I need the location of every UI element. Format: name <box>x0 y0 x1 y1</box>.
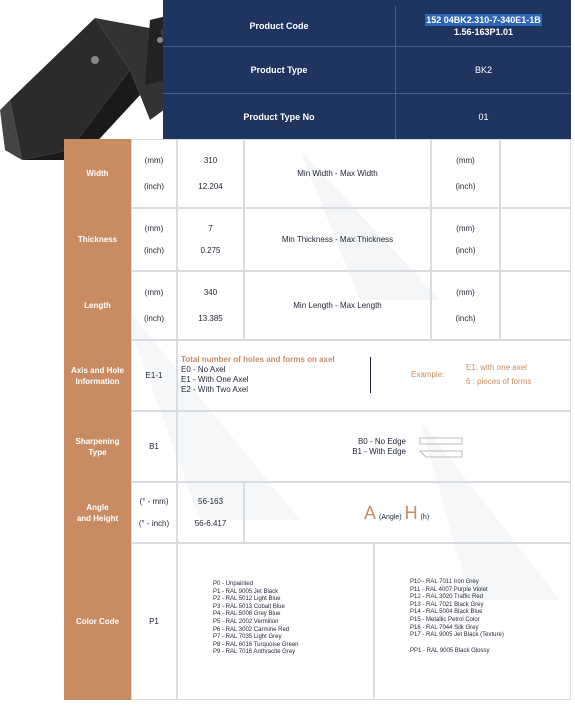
width-range-unit-inch: (inch) <box>455 181 476 191</box>
angle-height-legend <box>364 503 429 524</box>
product-type-label: Product Type <box>250 65 308 75</box>
axis-options-title: Total number of holes and forms on axel <box>181 355 335 364</box>
length-value-mm: 340 <box>203 288 218 298</box>
angle-unit-inch: (° - inch) <box>138 518 170 528</box>
length-range-unit-mm: (mm) <box>456 288 475 298</box>
width-range-unit-mm: (mm) <box>456 156 475 166</box>
width-range-units <box>431 139 500 208</box>
color-code: P1 <box>131 543 177 700</box>
color-code-label: Color Code <box>64 543 131 700</box>
color-list-right <box>410 579 570 655</box>
color-option: P11 - RAL 4007 Purple Violet <box>410 586 488 593</box>
angle-letter-a: A <box>364 503 377 523</box>
width-label: Width <box>64 139 131 208</box>
height-text: (h) <box>420 514 430 521</box>
axis-example-label: Example: <box>411 370 445 379</box>
sharpening-label <box>64 411 131 482</box>
width-unit-inch: (inch) <box>143 181 164 191</box>
length-values <box>177 271 244 340</box>
width-value-mm: 310 <box>203 156 218 166</box>
color-option: P7 - RAL 7035 Light Grey <box>213 634 282 641</box>
width-range-values <box>500 139 571 208</box>
color-option: P0 - Unpainted <box>213 581 254 587</box>
width-units <box>131 139 177 208</box>
color-option: P8 - RAL 6016 Turquoise Green <box>213 641 299 648</box>
width-range: Min Width - Max Width <box>244 139 431 208</box>
edge-diagrams-icon <box>418 436 464 460</box>
length-unit-inch: (inch) <box>143 313 164 323</box>
axis-label-line2: Information <box>75 376 120 386</box>
color-option: PP1 - RAL 9005 Black Glossy <box>410 647 490 654</box>
sharpening-label-line1: Sharpening <box>75 436 120 446</box>
sharpening-option-b1: B1 - With Edge <box>352 447 406 456</box>
thickness-unit-inch: (inch) <box>143 246 164 256</box>
axis-code: E1-1 <box>131 340 177 411</box>
color-option: P16 - RAL 7044 Silk Grey <box>410 624 479 631</box>
product-type-value: BK2 <box>474 65 492 75</box>
thickness-unit-mm: (mm) <box>144 223 164 233</box>
thickness-range-units <box>431 208 500 271</box>
color-option: P10 - RAL 7011 Iron Grey <box>410 579 479 585</box>
thickness-units <box>131 208 177 271</box>
width-value-inch: 12.204 <box>198 181 223 191</box>
height-letter-h: H <box>404 503 418 523</box>
width-values <box>177 139 244 208</box>
product-code-value <box>396 6 571 46</box>
axis-options <box>181 355 371 395</box>
color-option: P1 - RAL 9005 Jet Black <box>213 588 279 595</box>
axis-example-line1: E1: with one axel <box>466 363 527 372</box>
color-option: P15 - Metallic Petrol Color <box>410 616 480 623</box>
angle-value-mm: 56-163 <box>198 497 223 507</box>
length-units <box>131 271 177 340</box>
angle-units <box>131 482 177 543</box>
length-range-values <box>500 271 571 340</box>
product-code-line1: 152 04BK2.310-7-340E1-1B <box>426 15 541 25</box>
color-option: P4 - RAL 5008 Grey Blue <box>213 611 281 618</box>
sharpening-options <box>330 437 406 457</box>
thickness-range-values <box>500 208 571 271</box>
product-code-label: Product Code <box>249 21 309 31</box>
angle-values <box>177 482 244 543</box>
axis-label-line1: Axis and Hole <box>71 365 124 375</box>
sharpening-option-b0: B0 - No Edge <box>357 437 406 446</box>
thickness-range-unit-mm: (mm) <box>456 223 475 233</box>
color-option: P13 - RAL 7021 Black Grey <box>410 601 484 608</box>
color-list-left <box>213 581 373 657</box>
length-label: Length <box>64 271 131 340</box>
color-option: P9 - RAL 7016 Anthracite Grey <box>213 649 296 656</box>
product-type-no-value: 01 <box>478 111 489 122</box>
length-range-unit-inch: (inch) <box>455 313 476 323</box>
axis-option-e2: E2 - With Two Axel <box>181 385 248 394</box>
axis-hole-label <box>64 340 131 411</box>
axis-option-e0: E0 - No Axel <box>181 365 226 374</box>
angle-text: (Angle) <box>379 514 402 521</box>
thickness-range-unit-inch: (inch) <box>455 246 476 256</box>
width-unit-mm: (mm) <box>144 156 164 166</box>
thickness-label: Thickness <box>64 208 131 271</box>
thickness-range: Min Thickness - Max Thickness <box>244 208 431 271</box>
color-option: P12 - RAL 3020 Traffic Red <box>410 594 484 601</box>
angle-height-label <box>64 482 131 543</box>
angle-unit-mm: (° - mm) <box>139 497 169 507</box>
angle-label-line2: and Height <box>76 513 119 523</box>
color-option: P17 - RAL 9005 Jet Black (Texture) <box>410 632 504 639</box>
angle-value-inch: 56-6.417 <box>194 518 227 528</box>
length-range: Min Length - Max Length <box>244 271 431 340</box>
length-unit-mm: (mm) <box>144 288 164 298</box>
length-range-units <box>431 271 500 340</box>
product-type-no-label: Product Type No <box>243 111 315 122</box>
thickness-value-inch: 0.275 <box>200 246 221 256</box>
thickness-values <box>177 208 244 271</box>
sharpening-label-line2: Type <box>88 447 107 457</box>
axis-example-values <box>466 361 531 389</box>
color-option: P3 - RAL 5013 Cobalt Blue <box>213 603 285 610</box>
color-option: P5 - RAL 2002 Vermilion <box>213 618 279 625</box>
product-code-line2: 1.56-163P1.01 <box>453 27 514 37</box>
angle-label-line1: Angle <box>86 502 109 512</box>
thickness-value-mm: 7 <box>208 223 213 233</box>
color-option: P6 - RAL 3002 Carmine Red <box>213 626 290 633</box>
color-option: P14 - RAL 5004 Black Blue <box>410 609 483 616</box>
color-option: P2 - RAL 5012 Light Blue <box>213 596 281 603</box>
sharpening-code: B1 <box>131 411 177 482</box>
length-value-inch: 13.385 <box>198 313 223 323</box>
axis-divider <box>370 357 371 393</box>
axis-example-line2: 6 : pieces of forms <box>466 377 532 386</box>
axis-option-e1: E1 - With One Axel <box>181 375 249 384</box>
